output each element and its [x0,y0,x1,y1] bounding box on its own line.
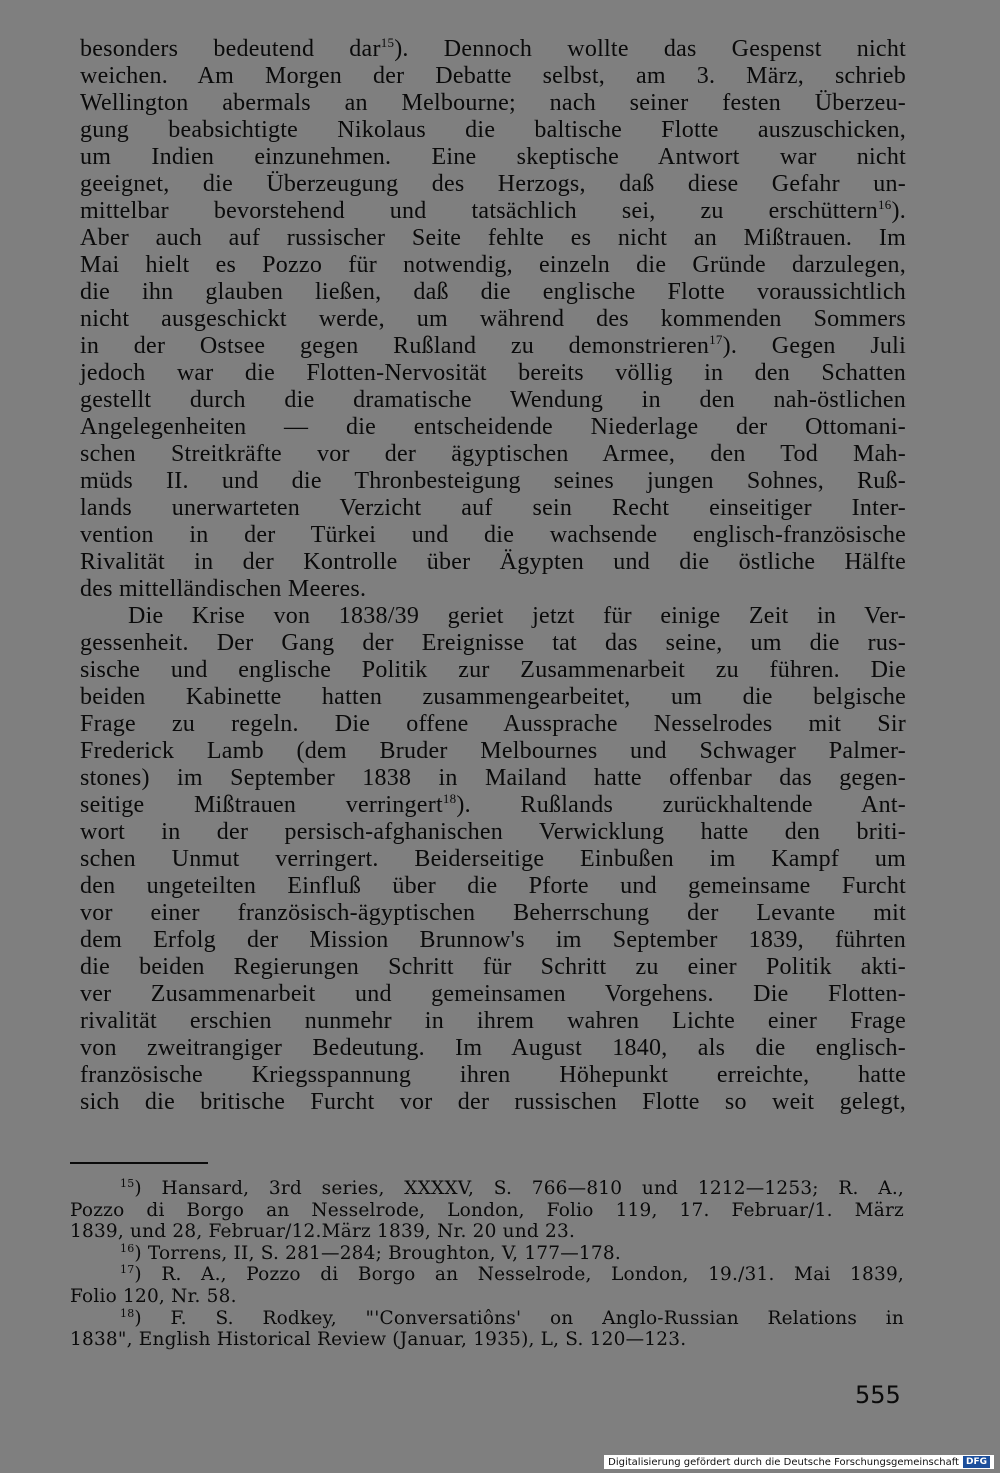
body-text: Frederick Lamb (dem Bruder Melbournes und Schwager Palmer- [80,738,906,764]
footnote-number: 16 [120,1241,135,1255]
body-line [80,630,906,657]
body-text: die ihn glauben ließen, daß die englische Flotte voraussichtlich [80,279,906,305]
body-line [80,900,906,927]
body-text: gessenheit. Der Gang der Ereignisse tat das seine, um die rus- [80,630,906,656]
body-text: des mittelländischen Meeres. [80,576,367,602]
page-number: 555 [855,1381,901,1409]
body-line [80,927,906,954]
footnote-separator [70,1162,208,1164]
dfg-logo-icon: DFG [963,1456,990,1468]
body-text: dem Erfolg der Mission Brunnow's im September 1839, führten [80,927,906,953]
footnote-line [70,1221,904,1243]
body-line [80,117,906,144]
body-line [80,333,906,360]
body-text: beiden Kabinette hatten zusammengearbeitet, um die belgische [80,684,906,710]
body-text: vention in der Türkei und die wachsende englisch-französische [80,522,906,548]
body-text: schen Unmut verringert. Beiderseitige Einbußen im Kampf um [80,846,906,872]
body-text: weichen. Am Morgen der Debatte selbst, am 3. März, schrieb [80,63,906,89]
body-text: lands unerwarteten Verzicht auf sein Recht einseitiger Inter- [80,495,906,521]
body-text: Angelegenheiten — die entscheidende Niederlage der Ottomani- [80,414,906,440]
body-text: wort in der persisch-afghanischen Verwicklung hatte den briti- [80,819,906,845]
footnote-line [70,1243,904,1265]
body-line [80,1035,906,1062]
digitization-credit [604,1455,994,1469]
footnote-text: 1838", English Historical Review (Januar, 1935), L, S. 120—123. [70,1329,687,1351]
body-line [80,1089,906,1116]
body-line [80,360,906,387]
body-text: seitige Mißtrauen verringert [80,792,443,818]
footnote-reference: 17 [709,332,723,347]
body-text: gung beabsichtigte Nikolaus die baltische Flotte auszuschicken, [80,117,906,143]
body-line [80,603,906,630]
body-line [80,36,906,63]
footnote-number: 15 [120,1177,135,1190]
body-line [80,1008,906,1035]
footnote-reference: 16 [878,197,892,212]
body-line [80,522,906,549]
credit-text: Digitalisierung gefördert durch die Deutsche Forschungsgemeinschaft [608,1456,959,1468]
body-line [80,981,906,1008]
footnote-text: ) R. A., Pozzo di Borgo an Nesselrode, London, 19./31. Mai 1839, [134,1264,904,1286]
body-text: französische Kriegsspannung ihren Höhepunkt erreichte, hatte [80,1062,906,1088]
body-text: rivalität erschien nunmehr in ihrem wahren Lichte einer Frage [80,1008,906,1034]
body-line [80,90,906,117]
body-line [80,1062,906,1089]
body-line [80,819,906,846]
body-text: Aber auch auf russischer Seite fehlte es nicht an Mißtrauen. Im [80,225,906,251]
body-line [80,198,906,225]
body-text: Frage zu regeln. Die offene Aussprache Nesselrodes mit Sir [80,711,906,737]
body-line [80,549,906,576]
footnote-text: ) Hansard, 3rd series, XXXXV, S. 766—810 und 1212—1253; R. A., [134,1178,904,1199]
body-line [80,225,906,252]
footnotes-block [70,1178,904,1351]
footnote-number: 18 [120,1306,135,1320]
body-text: ). Dennoch wollte das Gespenst nicht [394,36,906,62]
body-line [80,495,906,522]
footnote-number: 17 [120,1263,135,1277]
footnote-text: ) Torrens, II, S. 281—284; Broughton, V, 177—178. [134,1242,621,1264]
body-line [80,414,906,441]
body-line [80,846,906,873]
body-text: den ungeteilten Einfluß über die Pforte und gemeinsame Furcht [80,873,906,899]
footnote-reference: 15 [380,35,395,50]
body-text: die beiden Regierungen Schritt für Schritt zu einer Politik akti- [80,954,906,980]
body-line [80,657,906,684]
body-line [80,252,906,279]
main-text-block [80,36,906,1116]
body-text: müds II. und die Thronbesteigung seines jungen Sohnes, Ruß- [80,468,906,494]
body-text: ). Rußlands zurückhaltende Ant- [456,792,906,818]
body-line [80,279,906,306]
body-line [80,144,906,171]
body-text: um Indien einzunehmen. Eine skeptische Antwort war nicht [80,144,906,170]
body-line [80,387,906,414]
body-text: jedoch war die Flotten-Nervosität bereits völlig in den Schatten [80,360,906,386]
body-line [80,765,906,792]
footnote-line [70,1264,904,1286]
body-text: ). [891,198,906,224]
body-text: geeignet, die Überzeugung des Herzogs, daß diese Gefahr un- [80,171,906,197]
body-text: Mai hielt es Pozzo für notwendig, einzeln die Gründe darzulegen, [80,252,906,278]
body-line [80,306,906,333]
body-line [80,576,906,603]
footnote-text: 1839, und 28, Februar/12.März 1839, Nr. 20 und 23. [70,1221,576,1243]
body-line [80,171,906,198]
body-text: sische und englische Politik zur Zusammenarbeit zu führen. Die [80,657,906,683]
body-text: ). Gegen Juli [722,333,906,359]
body-line [80,684,906,711]
body-text: ver Zusammenarbeit und gemeinsamen Vorgehens. Die Flotten- [80,981,906,1007]
footnote-text: Folio 120, Nr. 58. [70,1285,237,1307]
body-line [80,711,906,738]
body-line [80,441,906,468]
footnote-line [70,1308,904,1330]
footnote-line [70,1200,904,1222]
body-text: von zweitrangiger Bedeutung. Im August 1840, als die englisch- [80,1035,906,1061]
body-text: Die Krise von 1838/39 geriet jetzt für einige Zeit in Ver- [128,603,906,629]
body-line [80,954,906,981]
footnote-text: Pozzo di Borgo an Nesselrode, London, Folio 119, 17. Februar/1. März [70,1199,904,1221]
footnote-reference: 18 [442,791,457,806]
body-text: schen Streitkräfte vor der ägyptischen Armee, den Tod Mah- [80,441,906,467]
body-text: gestellt durch die dramatische Wendung in den nah-östlichen [80,387,906,413]
footnote-line [70,1329,904,1351]
body-line [80,873,906,900]
body-line [80,738,906,765]
footnote-line [70,1178,904,1200]
body-text: vor einer französisch-ägyptischen Beherrschung der Levante mit [80,900,906,926]
body-text: in der Ostsee gegen Rußland zu demonstrieren [80,333,710,359]
body-text: mittelbar bevorstehend und tatsächlich sei, zu erschüttern [80,198,878,224]
body-line [80,63,906,90]
body-text: Rivalität in der Kontrolle über Ägypten und die östliche Hälfte [80,549,906,575]
body-text: sich die britische Furcht vor der russischen Flotte so weit gelegt, [80,1089,906,1115]
body-line [80,468,906,495]
footnote-line [70,1286,904,1308]
body-line [80,792,906,819]
body-text: nicht ausgeschickt werde, um während des kommenden Sommers [80,306,906,332]
footnote-text: ) F. S. Rodkey, "'Conversatiôns' on Anglo-Russian Relations in [134,1307,904,1329]
body-text: Wellington abermals an Melbourne; nach seiner festen Überzeu- [80,90,906,116]
body-text: besonders bedeutend dar [80,36,381,62]
body-text: stones) im September 1838 in Mailand hatte offenbar das gegen- [80,765,906,791]
